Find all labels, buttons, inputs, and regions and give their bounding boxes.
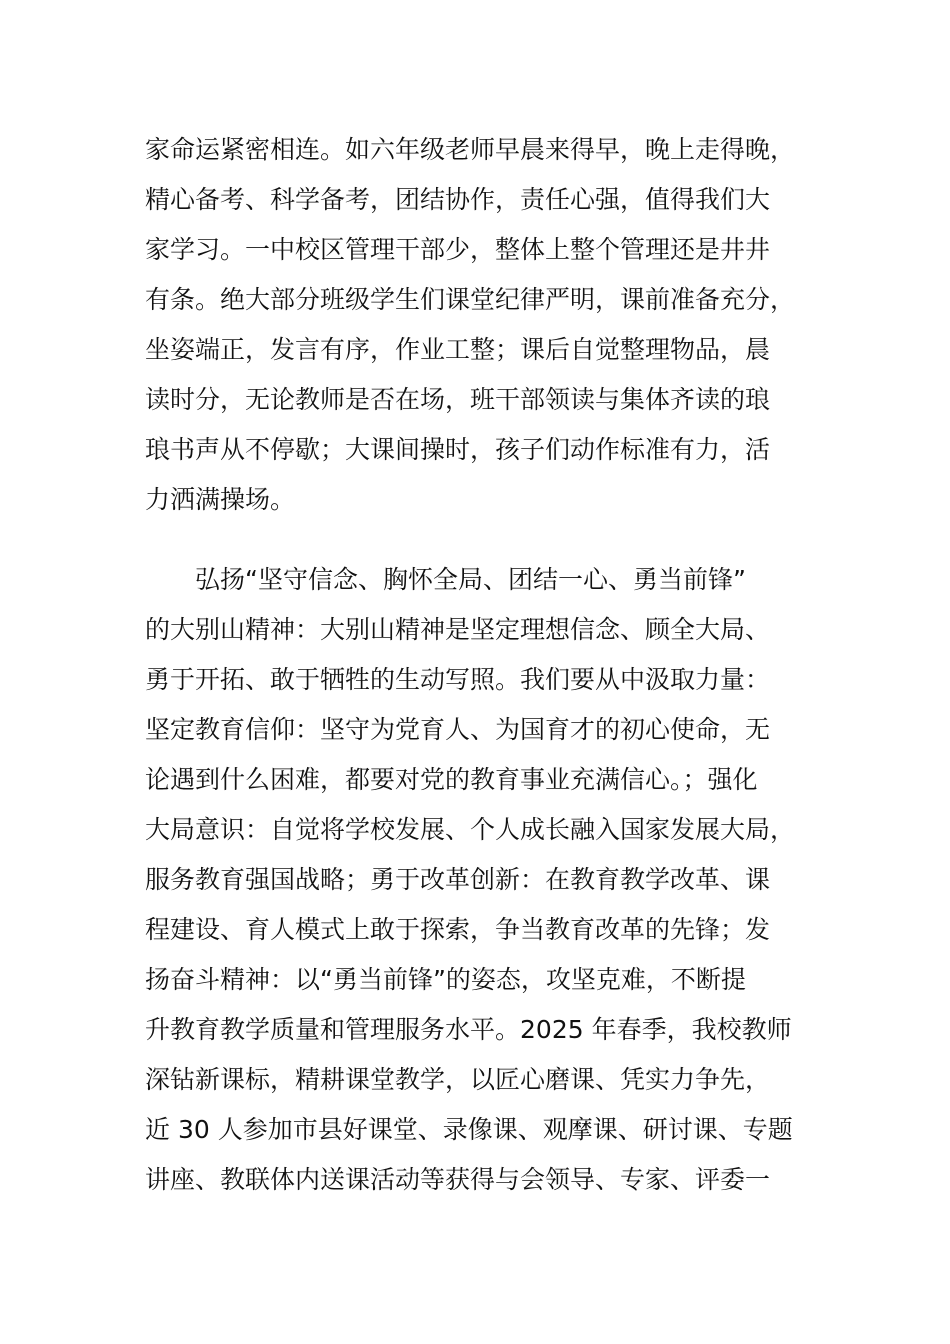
paragraph-line: 勇于开拓、敢于牺牲的生动写照。我们要从中汲取力量： xyxy=(145,665,771,694)
paragraph-line: 大局意识：自觉将学校发展、个人成长融入国家发展大局， xyxy=(145,815,796,844)
paragraph-line: 读时分，无论教师是否在场，班干部领读与集体齐读的琅 xyxy=(145,385,771,414)
paragraph-line: 服务教育强国战略；勇于改革创新：在教育教学改革、课 xyxy=(145,865,771,894)
paragraph-line: 家学习。一中校区管理干部少，整体上整个管理还是井井 xyxy=(145,235,771,264)
paragraph-line: 论遇到什么困难，都要对党的教育事业充满信心。；强化 xyxy=(145,765,758,794)
paragraph-line: 有条。绝大部分班级学生们课堂纪律严明，课前准备充分， xyxy=(145,285,796,314)
paragraph-line: 力洒满操场。 xyxy=(145,485,296,514)
paragraph-line: 近 30 人参加市县好课堂、录像课、观摩课、研讨课、专题 xyxy=(145,1115,793,1144)
paragraph-line: 坚定教育信仰：坚守为党育人、为国育才的初心使命，无 xyxy=(145,715,771,744)
paragraph-2 xyxy=(145,555,805,1205)
paragraph-1 xyxy=(145,125,805,525)
paragraph-line: 讲座、教联体内送课活动等获得与会领导、专家、评委一 xyxy=(145,1165,771,1194)
paragraph-line: 程建设、育人模式上敢于探索，争当教育改革的先锋；发 xyxy=(145,915,771,944)
paragraph-line: 琅书声从不停歇；大课间操时，孩子们动作标准有力，活 xyxy=(145,435,771,464)
paragraph-line: 深钻新课标，精耕课堂教学，以匠心磨课、凭实力争先， xyxy=(145,1065,771,1094)
paragraph-line: 扬奋斗精神：以“勇当前锋”的姿态，攻坚克难，不断提 xyxy=(145,965,746,994)
paragraph-line: 升教育教学质量和管理服务水平。2025 年春季，我校教师 xyxy=(145,1015,792,1044)
paragraph-line: 家命运紧密相连。如六年级老师早晨来得早，晚上走得晚， xyxy=(145,135,796,164)
paragraph-line: 的大别山精神：大别山精神是坚定理想信念、顾全大局、 xyxy=(145,615,771,644)
paragraph-line: 坐姿端正，发言有序，作业工整；课后自觉整理物品，晨 xyxy=(145,335,771,364)
paragraph-line: 弘扬“坚守信念、胸怀全局、团结一心、勇当前锋” xyxy=(195,565,746,594)
paragraph-line: 精心备考、科学备考，团结协作，责任心强，值得我们大 xyxy=(145,185,771,214)
